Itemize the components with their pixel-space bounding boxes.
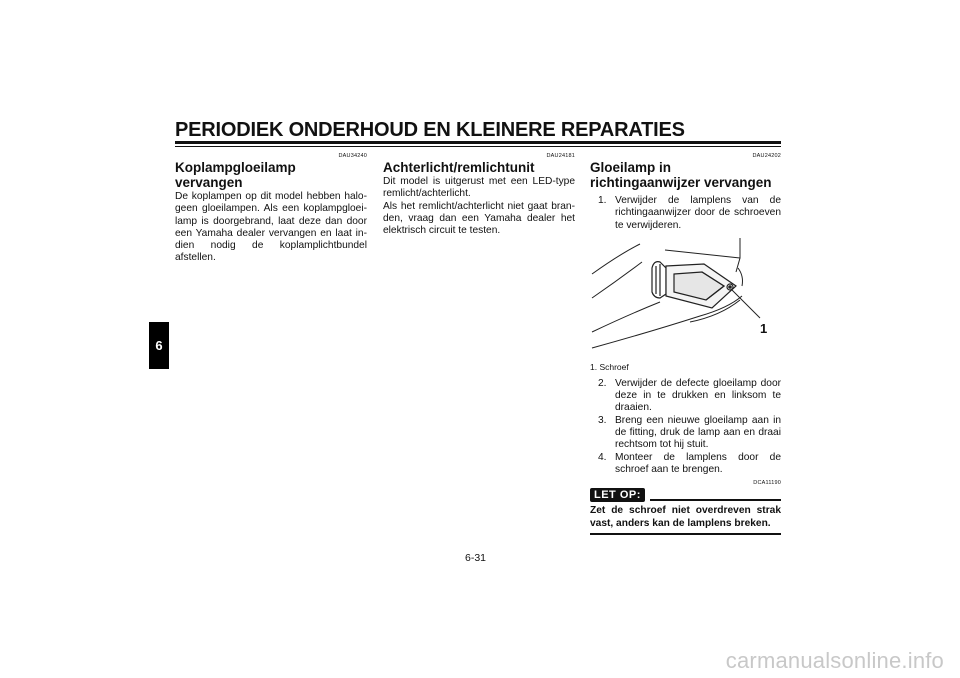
step-number: 1. (598, 195, 607, 206)
step-text: Verwijder de lamplens van de richtingaanwijzer door de schroeven te verwijderen. (615, 195, 781, 231)
section-heading: Gloeilamp in richtingaanwijzer vervangen (590, 160, 772, 190)
turn-signal-illustration (590, 236, 781, 361)
section-heading: Koplampgloeilamp vervangen (175, 160, 296, 190)
column-taillight (383, 150, 575, 237)
section-body-1: Dit model is uitgerust met een LED-type remlicht/achterlicht. (383, 176, 575, 200)
figure-caption: 1. Schroef (590, 361, 629, 372)
title-rule (175, 141, 781, 144)
list-item (590, 195, 781, 232)
watermark: carmanualsonline.info (725, 648, 944, 673)
section-code: DAU34240 (338, 153, 367, 159)
notice-rule (650, 499, 781, 501)
step-number: 3. (598, 414, 607, 426)
notice-badge: LET OP: (590, 488, 645, 502)
list-item (590, 452, 781, 477)
step-list (590, 195, 781, 232)
list-item (590, 415, 781, 452)
section-body: De koplampen op dit model hebben halogeen gloeilampen. Als een koplampgloeilamp is doorgebrand, laat deze dan door een Yamaha dealer vervangen en laat indien nodig de koplamplichtbundel afstellen. (175, 191, 367, 264)
step-text: Monteer de lamplens door de schroef aan te brengen. (615, 451, 781, 475)
column-turn-signal (590, 150, 781, 535)
list-item (590, 378, 781, 415)
notice-header (590, 488, 781, 502)
section-heading: Achterlicht/remlichtunit (383, 160, 535, 175)
chapter-tab: 6 (149, 322, 169, 369)
step-text: Verwijder de defecte gloeilamp door deze in te drukken en linksom te draaien. (615, 377, 781, 414)
page-number: 6-31 (465, 552, 487, 564)
step-text: Breng een nieuwe gloeilamp aan in de fitting, druk de lamp aan en draai rechtsom tot hij stuit. (615, 414, 781, 451)
section-code: DAU24202 (752, 153, 781, 159)
notice-code: DCA11190 (753, 480, 781, 487)
column-headlight (175, 150, 367, 265)
step-number: 2. (598, 377, 607, 389)
title-rule-thin (175, 146, 781, 147)
notice-bottom-rule (590, 533, 781, 535)
figure-callout: 1 (760, 320, 768, 336)
section-code: DAU24181 (546, 153, 575, 159)
turn-signal-figure (590, 236, 781, 361)
section-body-2: Als het remlicht/achterlicht niet gaat branden, vraag dan een Yamaha dealer het elektrisch circuit te testen. (383, 200, 575, 237)
step-list-continued (590, 378, 781, 476)
notice-text: Zet de schroef niet overdreven strak vast, anders kan de lamplens breken. (590, 505, 781, 529)
page-title: PERIODIEK ONDERHOUD EN KLEINERE REPARATIES (175, 119, 685, 141)
step-number: 4. (598, 451, 607, 463)
